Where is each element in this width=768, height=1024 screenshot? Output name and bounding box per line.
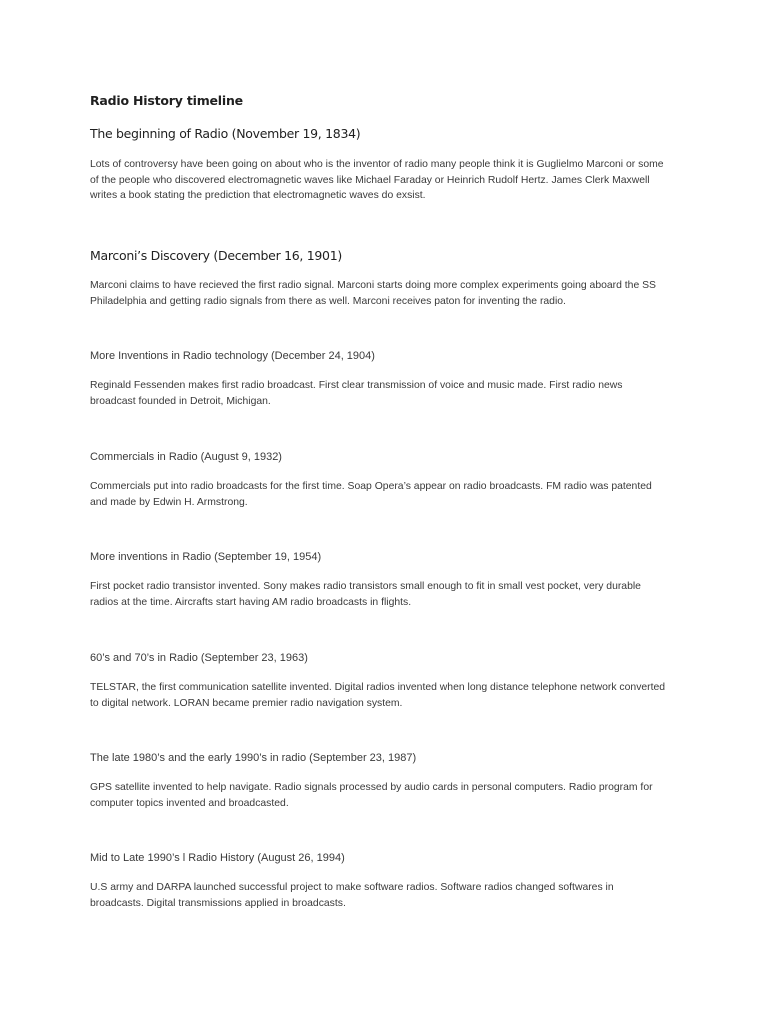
section-body-more-inventions-1904: Reginald Fessenden makes first radio broadcast. First clear transmission of voice and music made. First radio news broadcast founded in Detroit, Michigan. xyxy=(90,380,623,407)
section-heading-marconi-discovery: Marconi’s Discovery (December 16, 1901) xyxy=(90,248,342,263)
section-body-late-1980s-early-1990s: GPS satellite invented to help navigate. Radio signals processed by audio cards in personal computers. Radio program for computer topics invented and broadcasted. xyxy=(90,782,653,809)
section-heading-more-inventions-1954: More inventions in Radio (September 19, 1954) xyxy=(90,551,322,563)
section-body-more-inventions-1954: First pocket radio transistor invented. Sony makes radio transistors small enough to fit in small vest pocket, very durable radios at the time. Aircrafts start having AM radio broadcasts in flights. xyxy=(90,581,641,608)
section-body-beginning-of-radio: Lots of controversy have been going on about who is the inventor of radio many people think it is Guglielmo Marconi or some of the people who discovered electromagnetic waves like Michael Faraday or Heinrich Rudolf Hertz. James Clerk Maxwell writes a book stating the prediction that electromagnetic waves do exsist. xyxy=(90,159,664,201)
section-body-mid-late-1990s: U.S army and DARPA launched successful project to make software radios. Software radios changed softwares in broadcasts. Digital transmissions applied in broadcasts. xyxy=(90,882,614,909)
section-body-60s-70s-radio: TELSTAR, the first communication satellite invented. Digital radios invented when long distance telephone network converted to digital network. LORAN became premier radio navigation system. xyxy=(90,682,666,709)
section-heading-60s-70s-radio: 60’s and 70’s in Radio (September 23, 1963) xyxy=(90,652,308,664)
document-title: Radio History timeline xyxy=(90,93,243,108)
section-heading-beginning-of-radio: The beginning of Radio (November 19, 1834) xyxy=(90,126,361,141)
section-heading-commercials-in-radio: Commercials in Radio (August 9, 1932) xyxy=(90,451,282,463)
section-body-marconi-discovery: Marconi claims to have recieved the first radio signal. Marconi starts doing more complex experiments going aboard the SS Philadelphia and getting radio signals from there as well. Marconi receives paton for inventing the radio. xyxy=(90,280,656,307)
section-heading-late-1980s-early-1990s: The late 1980’s and the early 1990’s in radio (September 23, 1987) xyxy=(90,752,417,764)
section-heading-more-inventions-1904: More Inventions in Radio technology (December 24, 1904) xyxy=(90,350,375,362)
section-heading-mid-late-1990s: Mid to Late 1990’s l Radio History (August 26, 1994) xyxy=(90,852,345,864)
section-body-commercials-in-radio: Commercials put into radio broadcasts for the first time. Soap Opera’s appear on radio broadcasts. FM radio was patented and made by Edwin H. Armstrong. xyxy=(90,481,652,508)
